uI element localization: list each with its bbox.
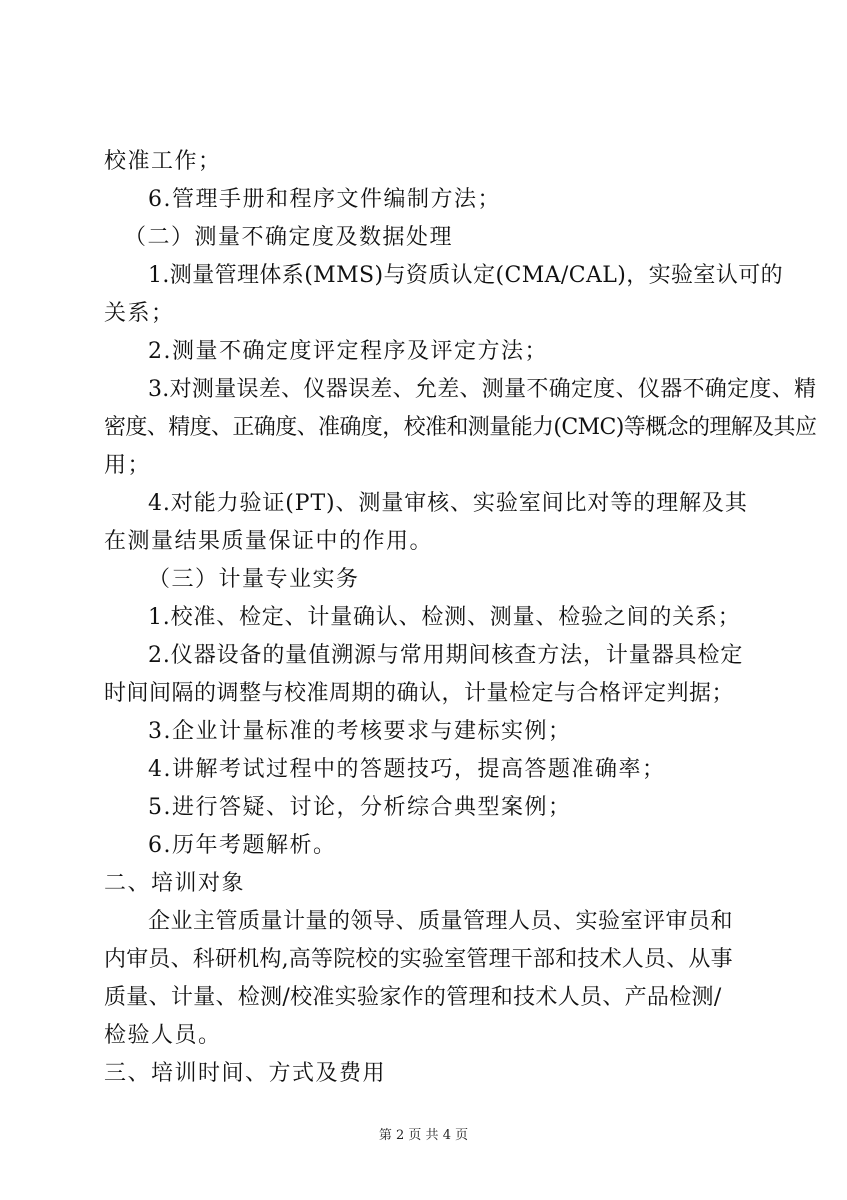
section-heading: 三、培训时间、方式及费用 [104,1061,387,1086]
text-line: 关系； [104,301,175,326]
text-line: 时间间隔的调整与校准周期的确认，计量检定与合格评定判据； [104,681,735,706]
section-heading: 二、培训对象 [104,871,246,896]
text-line: 密度、精度、正确度、准确度，校准和测量能力(CMC)等概念的理解及其应 [104,415,817,440]
text-line: 2.仪器设备的量值溯源与常用期间核查方法，计量器具检定 [148,643,744,668]
text-line: 6.管理手册和程序文件编制方法； [148,187,501,212]
text-line: 企业主管质量计量的领导、质量管理人员、实验室评审员和 [148,909,734,934]
text-line: 6.历年考题解析。 [148,833,337,858]
text-line: 校准工作； [104,149,222,174]
text-line: 检验人员。 [104,1023,222,1048]
text-line: 3.企业计量标准的考核要求与建标实例； [148,719,572,744]
text-line: 1.校准、检定、计量确认、检测、测量、检验之间的关系； [148,605,741,630]
text-line: 用； [104,453,152,478]
text-line: 4.对能力验证(PT)、测量审核、实验室间比对等的理解及其 [148,491,748,516]
text-line: 在测量结果质量保证中的作用。 [104,529,434,554]
page-number-footer: 第 2 页 共 4 页 [378,1128,469,1143]
text-line: 5.进行答疑、讨论，分析综合典型案例； [148,795,572,820]
text-line: 1.测量管理体系(MMS)与资质认定(CMA/CAL)，实验室认可的 [148,263,784,288]
text-line: 内审员、科研机构,高等院校的实验室管理干部和技术人员、从事 [104,947,733,972]
text-line: 3.对测量误差、仪器误差、允差、测量不确定度、仪器不确定度、精 [148,377,817,402]
text-line: 4.讲解考试过程中的答题技巧，提高答题准确率； [148,757,666,782]
section-heading: （三）计量专业实务 [148,567,360,592]
text-line: 2.测量不确定度评定程序及评定方法； [148,339,548,364]
section-heading: （二）测量不确定度及数据处理 [124,225,454,250]
text-line: 质量、计量、检测/校准实验家作的管理和技术人员、产品检测/ [104,985,722,1010]
